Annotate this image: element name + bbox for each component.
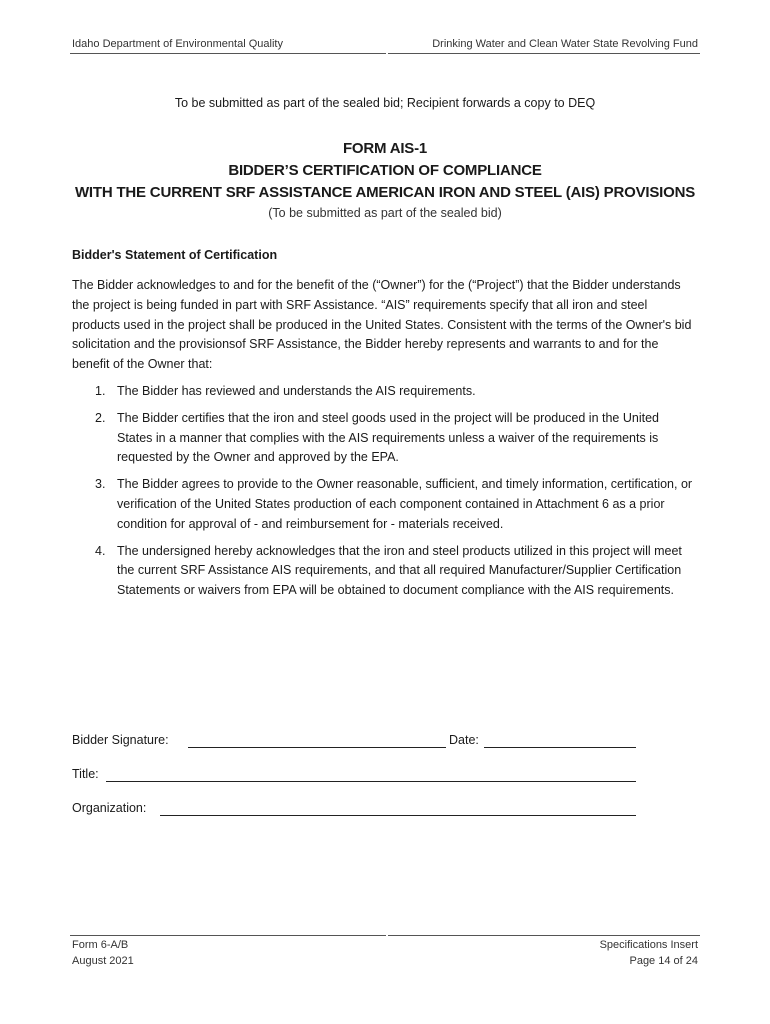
statement-heading: Bidder's Statement of Certification <box>72 248 278 262</box>
submission-note: To be submitted as part of the sealed bid; Recipient forwards a copy to DEQ <box>174 96 596 110</box>
list-item <box>72 475 697 534</box>
list-item-text: The Bidder has reviewed and understands the AIS requirements. <box>117 384 476 398</box>
form-title-line-2: BIDDER’S CERTIFICATION OF COMPLIANCE <box>228 162 542 179</box>
list-item <box>72 382 697 402</box>
footer-page-number: Page 14 of 24 <box>629 955 698 967</box>
form-title-line-3: WITH THE CURRENT SRF ASSISTANCE AMERICAN IRON AND STEEL (AIS) PROVISIONS <box>74 184 696 201</box>
list-item-number: 4. <box>95 543 106 558</box>
form-title <box>0 138 770 204</box>
statement-paragraph: The Bidder acknowledges to and for the benefit of the (“Owner”) for the (“Project”) that the Bidder understands the project is being funded in part with SRF Assistance. “AIS” requirements specify that all iron and steel products used in the project shall be produced in the United States. Consistent with the terms of the Owner's bid solicitation and the provisionsof SRF Assistance, the Bidder hereby represents and warrants to and for the benefit of the Owner that: <box>72 278 692 372</box>
title-field[interactable] <box>106 768 636 782</box>
list-item <box>72 542 697 601</box>
bidder-signature-label: Bidder Signature: <box>72 733 169 747</box>
date-label: Date: <box>449 733 479 747</box>
form-subnote: (To be submitted as part of the sealed bid) <box>268 206 502 220</box>
list-item-number: 1. <box>95 384 106 398</box>
list-item-number: 3. <box>95 477 106 492</box>
footer-divider-left <box>70 935 386 936</box>
certification-list <box>72 382 697 601</box>
title-label: Title: <box>72 767 99 781</box>
list-item-number: 2. <box>95 410 106 425</box>
date-field[interactable] <box>484 734 636 748</box>
header-divider-left <box>70 53 386 54</box>
organization-label: Organization: <box>72 801 147 815</box>
list-item <box>72 409 697 468</box>
header-right-text: Drinking Water and Clean Water State Revolving Fund <box>432 38 698 50</box>
form-title-line-1: FORM AIS-1 <box>342 140 428 157</box>
footer-left <box>72 937 134 969</box>
header-left-text: Idaho Department of Environmental Quality <box>72 38 283 50</box>
footer-divider-right <box>388 935 700 936</box>
list-item-text: The Bidder agrees to provide to the Owner reasonable, sufficient, and timely information, certification, or verification of the United States production of each component contained in Attachment 6 as a prior condition for approval of - and reimbursement for - materials received. <box>117 477 693 531</box>
footer-form-id: Form 6-A/B <box>72 939 129 951</box>
list-item-text: The Bidder certifies that the iron and steel goods used in the project will be produced in the United States in a manner that complies with the AIS requirements unless a waiver of the requirements is requested by the Owner and approved by the EPA. <box>117 410 659 465</box>
footer-right <box>600 937 698 969</box>
footer-date: August 2021 <box>72 955 134 967</box>
bidder-signature-field[interactable] <box>188 734 446 748</box>
list-item-text: The undersigned hereby acknowledges that the iron and steel products utilized in this project will meet the current SRF Assistance AIS requirements, and that all required Manufacturer/Supplier Certification Statements or waivers from EPA will be obtained to document compliance with the AIS requirements. <box>117 543 682 598</box>
header-divider-right <box>388 53 700 54</box>
footer-doc-type: Specifications Insert <box>599 939 698 951</box>
organization-field[interactable] <box>160 802 636 816</box>
